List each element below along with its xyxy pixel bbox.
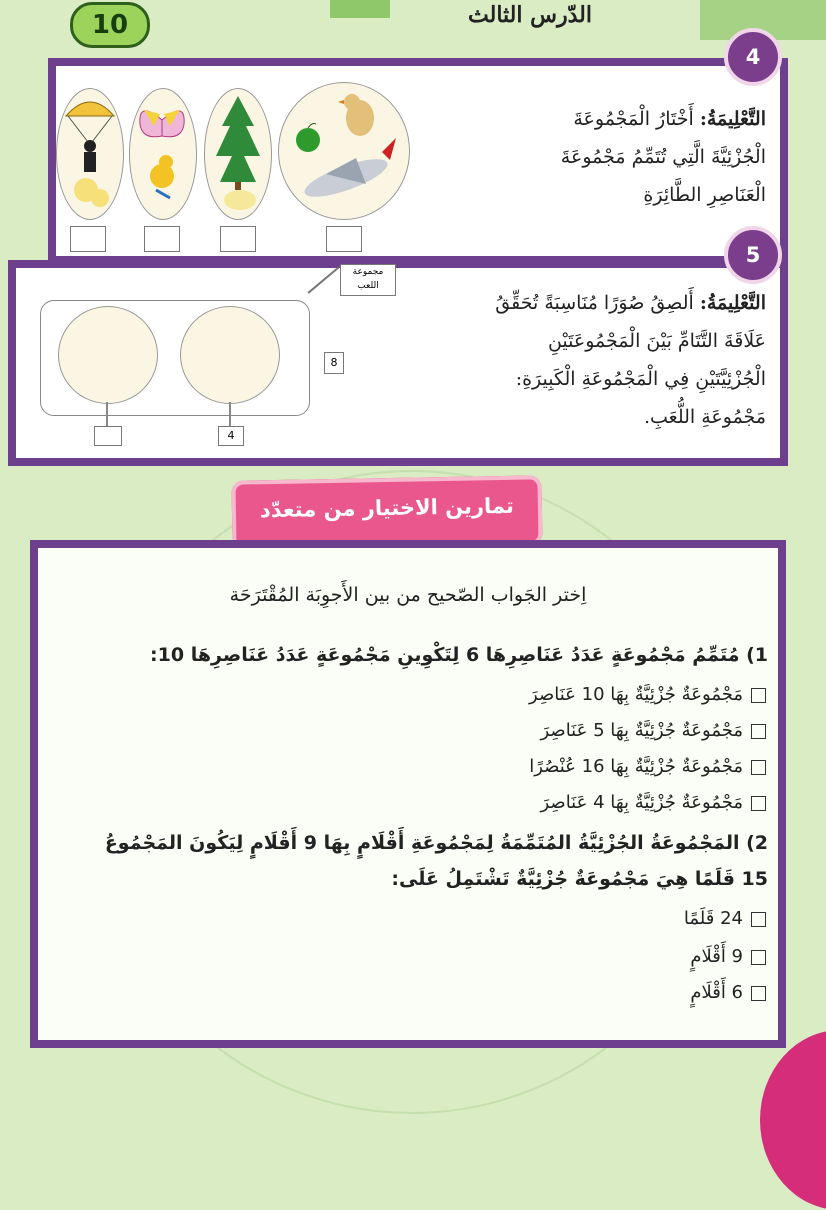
flying-objects-icon: [286, 88, 402, 212]
right-subset-count: 4: [218, 426, 244, 446]
answer-box[interactable]: [70, 226, 106, 252]
checkbox[interactable]: [751, 796, 766, 811]
page-number: 10: [70, 2, 150, 48]
connector-line: [229, 402, 231, 426]
exercise-4-instruction: [446, 100, 766, 214]
corner-pink-circle: [760, 1030, 826, 1210]
left-subset-count-box[interactable]: [94, 426, 122, 446]
option-label: مَجْمُوعَةٌ جُزْئِيَّةٌ بِهَا 4 عَنَاصِرَ: [540, 792, 743, 813]
option-label: مَجْمُوعَةٌ جُزْئِيَّةٌ بِهَا 5 عَنَاصِرَ: [540, 720, 743, 741]
instruction-line: أَخْتَارُ الْمَجْمُوعَةَ: [573, 108, 694, 130]
answer-box[interactable]: [220, 226, 256, 252]
subset-left: [58, 306, 158, 404]
question-2-continued: 15 قَلَمًا هِيَ مَجْمُوعَةٌ جُزْئِيَّةٌ تَشْتَمِلُ عَلَى:: [391, 868, 768, 890]
exercise-5-badge: 5: [724, 226, 782, 284]
answer-option[interactable]: [66, 756, 766, 777]
option-label: مَجْمُوعَةٌ جُزْئِيَّةٌ بِهَا 16 عُنْصُرًا: [529, 756, 743, 777]
checkbox[interactable]: [751, 688, 766, 703]
instruction-line: أَلصِقُ صُوَرًا مُنَاسِبَةً تُحَقِّقُ: [495, 292, 694, 314]
lesson-title: الدّرس الثالث: [468, 2, 592, 28]
callout-label: مجموعة اللعب: [340, 264, 396, 296]
mcq-intro: اِختر الجَواب الصّحيح من بين الأَجوِبَة المُقْتَرَحَة: [229, 584, 587, 606]
answer-box[interactable]: [326, 226, 362, 252]
instruction-line: عَلَاقَةَ التَّتَامِّ بَيْنَ الْمَجْمُوعَتَيْنِ: [547, 330, 766, 352]
mcq-panel: [30, 540, 786, 1048]
instruction-line: مَجْمُوعَةِ اللُّعَبِ.: [643, 406, 766, 428]
instruction-line: الْعَنَاصِرِ الطَّائِرَةِ: [643, 184, 766, 206]
option-label: 6 أَقْلَامٍ: [690, 982, 743, 1003]
butterfly-icon: [134, 100, 190, 210]
option-label: 9 أَقْلَامٍ: [690, 946, 743, 967]
exercise-4-badge: 4: [724, 28, 782, 86]
tree-icon: [210, 96, 266, 212]
checkbox[interactable]: [751, 950, 766, 965]
connector-line: [106, 402, 108, 426]
mcq-banner-title: تمارين الاختيار من متعدّد: [259, 493, 515, 523]
exercise-5-panel: [8, 260, 788, 466]
answer-option[interactable]: [66, 792, 766, 813]
answer-option[interactable]: [66, 982, 766, 1003]
option-label: 24 قَلَمًا: [683, 908, 743, 929]
instruction-line: الْجُزْئِيَّتَيْنِ فِي الْمَجْمُوعَةِ الْكَبِيرَةِ:: [515, 368, 766, 390]
parachutist-icon: [62, 94, 118, 214]
answer-box[interactable]: [144, 226, 180, 252]
instruction-label: التَّعْلِيمَةُ:: [699, 108, 766, 130]
answer-option[interactable]: [66, 684, 766, 705]
answer-option[interactable]: [66, 720, 766, 741]
question-2: 2) المَجْمُوعَةُ الجُزْئِيَّةُ المُتَمِّمَةُ لِمَجْمُوعَةِ أَقْلَامٍ بِهَا 9 أَقْلَامٍ لِيَكُونَ المَجْمُوعُ: [104, 832, 768, 854]
subset-right: [180, 306, 280, 404]
instruction-line: الْجُزْئِيَّةَ الَّتِي تُتَمِّمُ مَجْمُوعَةَ: [560, 146, 766, 168]
checkbox[interactable]: [751, 912, 766, 927]
checkbox[interactable]: [751, 986, 766, 1001]
question-1: 1) مُتَمِّمُ مَجْمُوعَةٍ عَدَدُ عَنَاصِرِهَا 6 لِتَكْوِينِ مَجْمُوعَةٍ عَدَدُ عَنَاصِرِهَا 10:: [150, 644, 768, 666]
answer-option[interactable]: [66, 946, 766, 967]
checkbox[interactable]: [751, 760, 766, 775]
exercise-5-instruction: [366, 284, 766, 436]
callout-line: [308, 266, 340, 293]
checkbox[interactable]: [751, 724, 766, 739]
instruction-label: التَّعْلِيمَةُ:: [699, 292, 766, 314]
exercise-4-panel: [48, 58, 788, 264]
total-count: 8: [324, 352, 344, 374]
answer-option[interactable]: [66, 908, 766, 929]
option-label: مَجْمُوعَةٌ جُزْئِيَّةٌ بِهَا 10 عَنَاصِرَ: [529, 684, 743, 705]
